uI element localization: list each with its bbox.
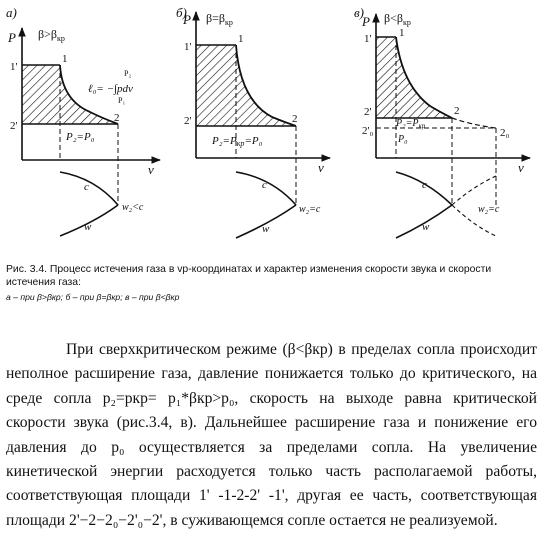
panel-b-point-1p: 1' — [184, 41, 192, 53]
panel-c-axis-v: v — [518, 160, 524, 175]
panel-c-point-1: 1 — [399, 27, 405, 39]
panel-a-curve-c-label: c — [84, 181, 89, 193]
panel-a-axis-p: P — [8, 30, 16, 45]
panel-c-pressure-label: $P_2=P_{кр}$ — [396, 118, 426, 130]
panel-a-pressure-label: P₂=P₀ — [66, 131, 95, 143]
panel-a-velocity-label: w₂<c — [122, 202, 144, 213]
body-paragraph: При сверхкритическом режиме (β<βкр) в пределах сопла происходит неполное расширение газа, давление понижается только до критического, на среде сопла p₂=pкр= p₁*βкр>p₀, скорость на выходе равна критической скорости звука (рис.3.4, в). Дальнейшее расширение газа и понижение его давления до p₀ осуществляется за пределами сопла. На увеличение кинетической энергии расходуется только часть располагаемой работы, соответствующая площади 1' -1-2-2' -1', другая ее часть, соответствующая площади 2'−2−2₀−2'₀−2', в суживающемся сопле остается не реализуемой. — [6, 341, 537, 529]
panel-c-condition: $\beta<\beta_{кр}$ — [384, 11, 411, 27]
panel-c-point-20p: 2'₀ — [362, 125, 374, 137]
figure — [0, 0, 542, 262]
panel-b-work-area — [196, 45, 296, 126]
panel-a-axis-v: v — [148, 162, 154, 177]
panel-c-work-area — [376, 37, 452, 118]
panel-b-curve-w-label: w — [262, 223, 270, 235]
panel-a-work-eq: ℓ₀= −∫pdv — [88, 83, 133, 95]
panel-b-pressure-label: P₂=Pкр=P₀ — [212, 135, 263, 148]
panel-a-condition: $\beta>\beta_{кр}$ — [38, 27, 65, 43]
panel-a-point-2: 2 — [114, 112, 120, 124]
panel-a-point-2p: 2' — [10, 120, 18, 132]
panel-b-point-2p: 2' — [184, 115, 192, 127]
panel-a-curve-c — [60, 172, 118, 205]
panel-c-point-2p: 2' — [364, 106, 372, 118]
panel-b-condition: $\beta=\beta_{кр}$ — [206, 11, 233, 27]
panel-b — [176, 5, 330, 238]
panel-c-axis-p: P — [362, 14, 370, 29]
panel-c-point-20: 2₀ — [500, 127, 510, 139]
figure-caption — [6, 263, 536, 304]
panel-c-velocity-label: w₂=c — [478, 204, 500, 215]
panel-c-continued-curve — [452, 118, 496, 128]
panel-a — [6, 5, 160, 236]
panel-c-point-2: 2 — [454, 105, 460, 117]
panel-c-curve-w-cont — [452, 176, 496, 205]
panel-b-axis-v: v — [318, 160, 324, 175]
panel-b-point-1: 1 — [238, 33, 244, 45]
panel-a-point-1p: 1' — [10, 61, 18, 73]
panel-b-curve-c-label: c — [262, 179, 267, 191]
panel-c — [354, 5, 530, 238]
panel-b-velocity-label: w₂=c — [299, 204, 321, 215]
panel-c-point-1p: 1' — [364, 33, 372, 45]
panel-c-p0-label: P₀ — [398, 134, 408, 145]
panel-a-curve-w-label: w — [84, 221, 92, 233]
panel-a-point-1: 1 — [62, 53, 68, 65]
panel-a-letter: а) — [6, 5, 17, 20]
panel-a-int-upper: P₂ — [124, 69, 132, 78]
body-text — [6, 338, 537, 533]
panel-b-axis-p: P — [183, 12, 191, 27]
caption-main: Рис. 3.4. Процесс истечения газа в vp-координатах и характер изменения скорости звука и скорости истечения газа: — [6, 264, 492, 288]
panel-a-int-lower: P₁ — [118, 96, 126, 105]
panel-b-point-2: 2 — [292, 113, 298, 125]
panel-c-letter: в) — [354, 5, 364, 20]
panel-b-letter: б) — [176, 5, 187, 20]
panel-c-curve-w-label: w — [422, 221, 430, 233]
caption-sub: а – при β>βкр; б – при β=βкр; в – при β<βкр — [6, 292, 180, 302]
panel-c-curve-c-label: c — [422, 179, 427, 191]
